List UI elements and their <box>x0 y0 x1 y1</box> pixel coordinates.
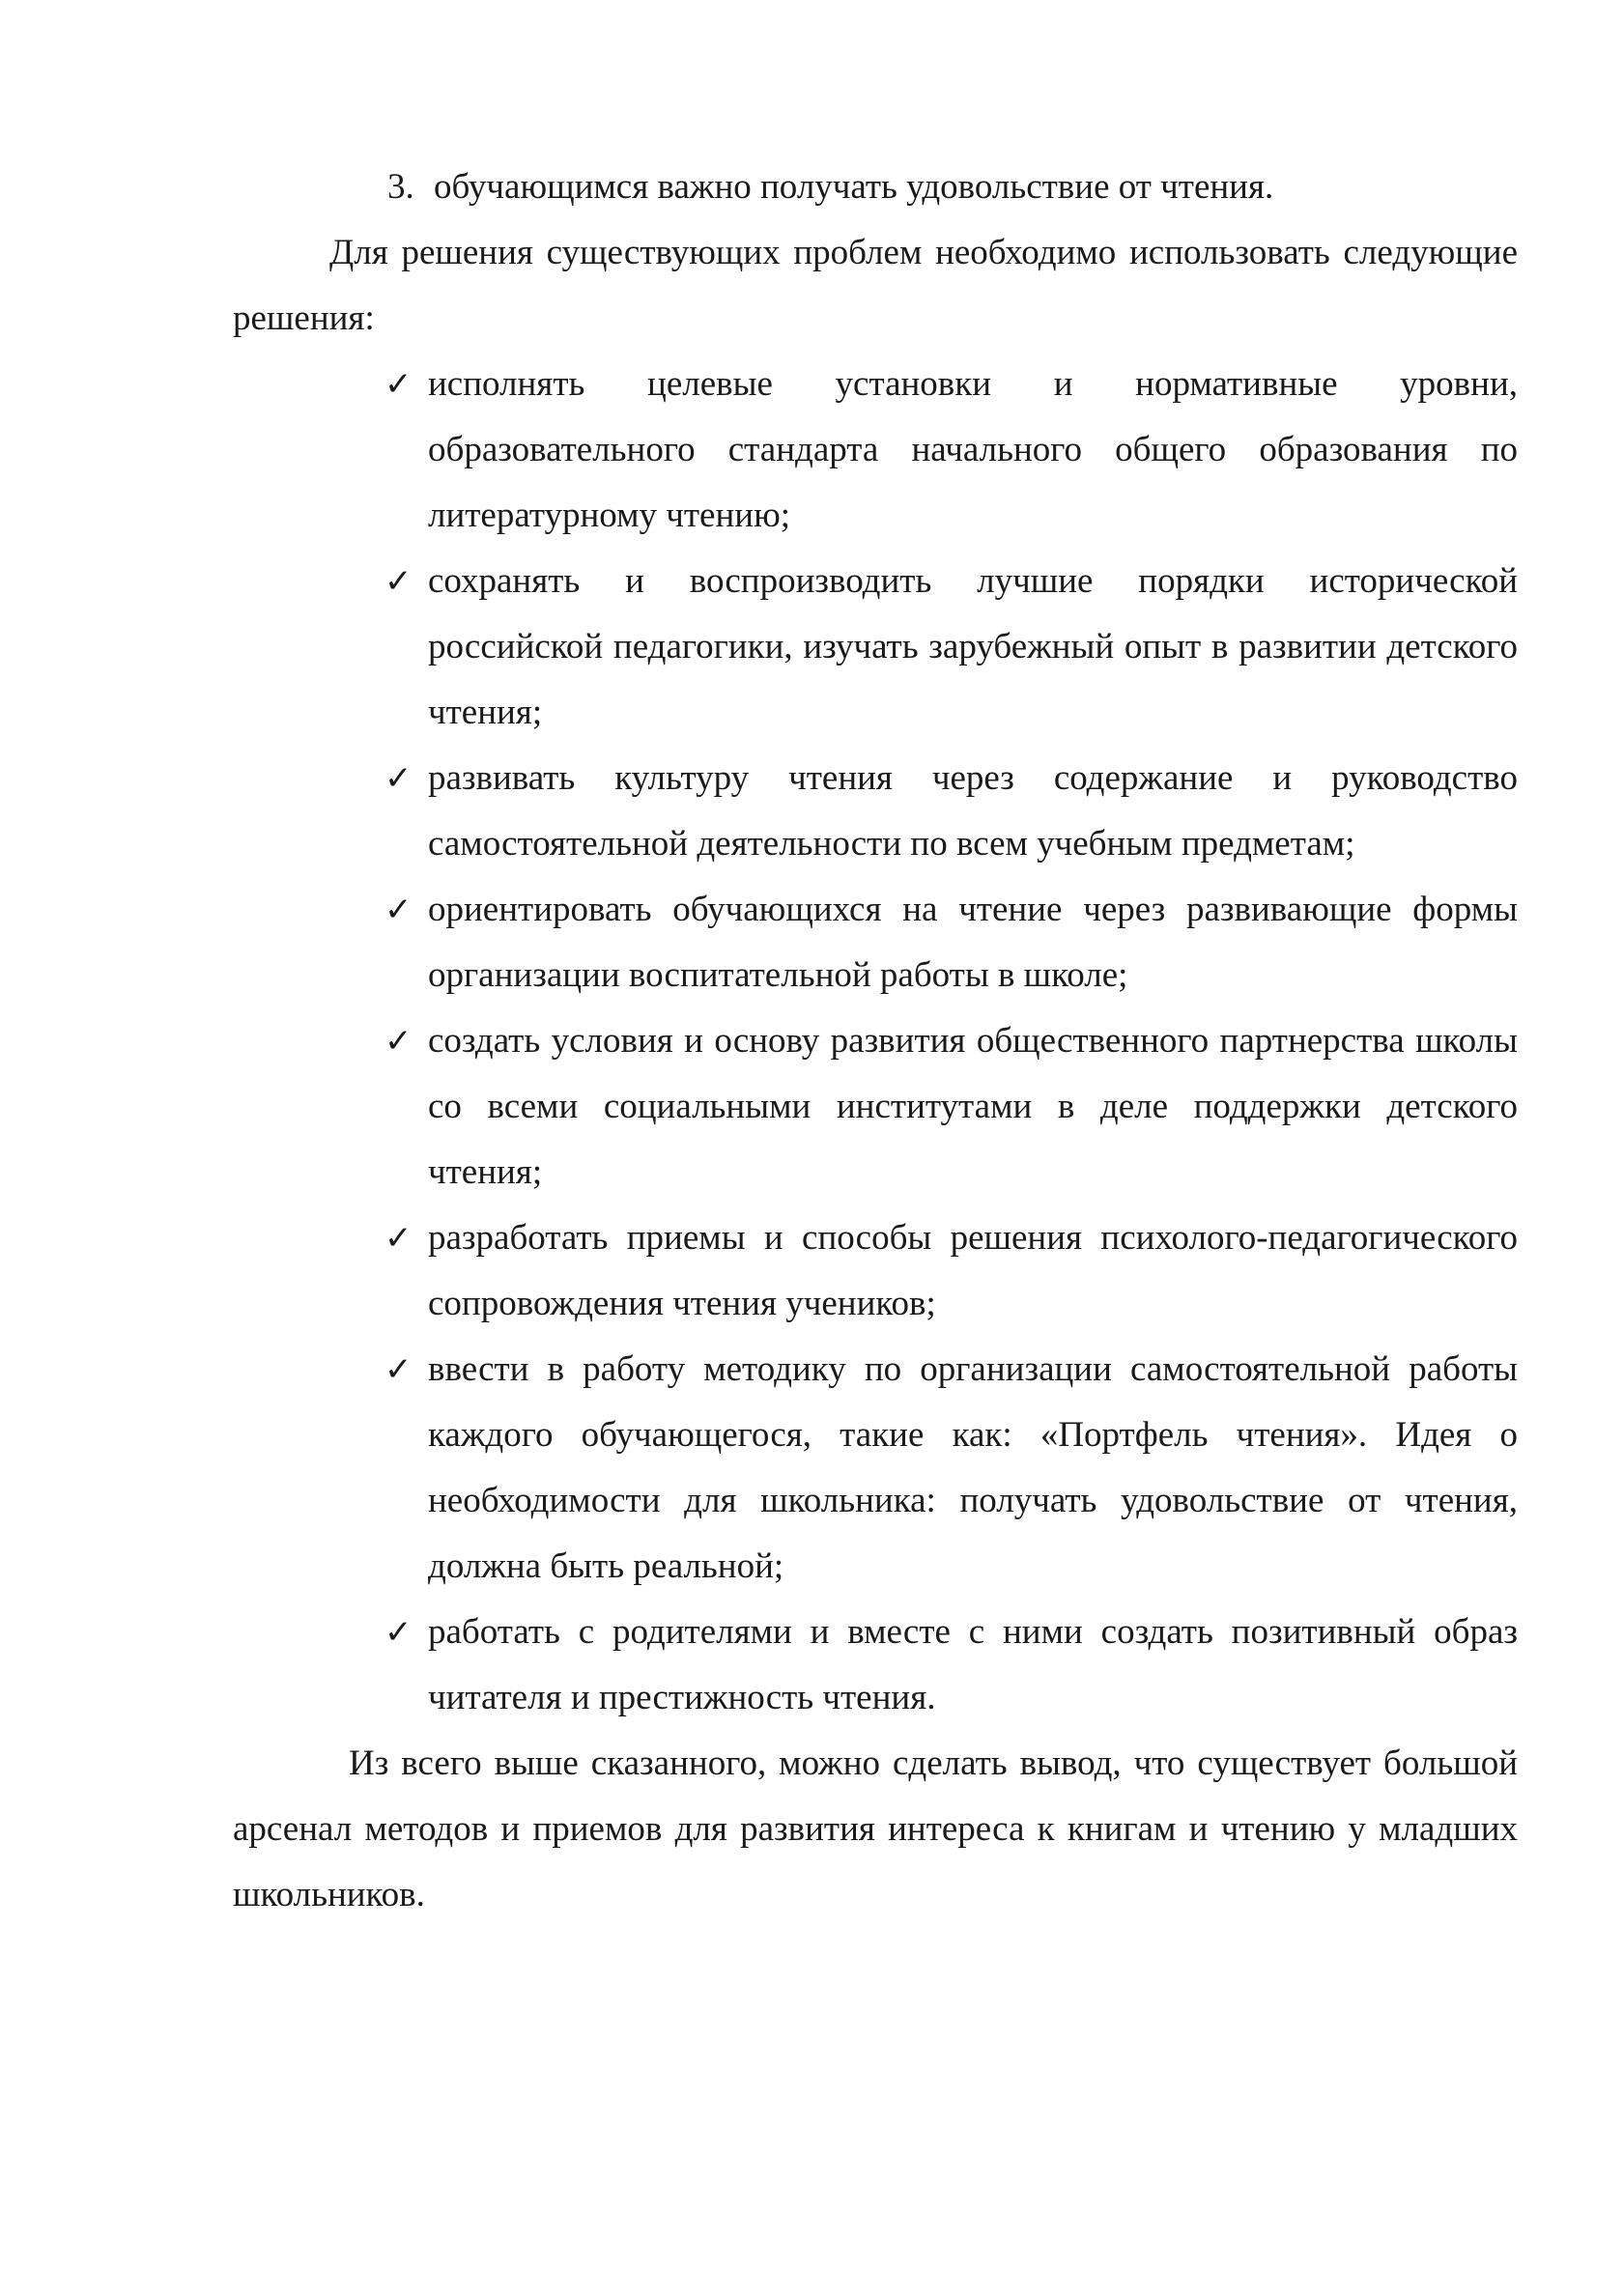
checkmark-icon: ✓ <box>384 1350 413 1389</box>
checklist-item <box>233 549 1518 746</box>
checklist-item <box>233 1205 1518 1337</box>
checkmark-icon: ✓ <box>384 365 413 404</box>
list-item-text: обучающимся важно получать удовольствие от чтения. <box>434 167 1274 207</box>
document-page <box>233 155 1518 1928</box>
checkmark-icon: ✓ <box>384 1022 413 1061</box>
checklist-item-text: исполнять целевые установки и нормативные уровни, образовательного стандарта начального общего образования по литературному чтению; <box>428 364 1518 535</box>
checklist-item-text: создать условия и основу развития общественного партнерства школы со всеми социальными институтами в деле поддержки детского чтения; <box>428 1021 1518 1192</box>
checklist-item <box>233 1600 1518 1731</box>
numbered-list-item <box>233 155 1518 220</box>
checklist-item <box>233 352 1518 549</box>
checklist-item-text: развивать культуру чтения через содержание и руководство самостоятельной деятельности по всем учебным предметам; <box>428 758 1518 864</box>
checklist-item <box>233 877 1518 1008</box>
checklist-item-text: разработать приемы и способы решения психолого-педагогического сопровождения чтения учеников; <box>428 1218 1518 1323</box>
checklist-item-text: сохранять и воспроизводить лучшие порядки исторической российской педагогики, изучать зарубежный опыт в развитии детского чтения; <box>428 561 1518 732</box>
checkmark-icon: ✓ <box>384 1219 413 1258</box>
checklist-item <box>233 1337 1518 1600</box>
checkmark-icon: ✓ <box>384 891 413 929</box>
checklist-item <box>233 746 1518 877</box>
checklist-item-text: ориентировать обучающихся на чтение через развивающие формы организации воспитательной работы в школе; <box>428 890 1518 995</box>
intro-paragraph: Для решения существующих проблем необходимо использовать следующие решения: <box>233 233 1518 338</box>
checklist-item <box>233 1008 1518 1205</box>
checkmark-icon: ✓ <box>384 562 413 601</box>
checklist-item-text: ввести в работу методику по организации самостоятельной работы каждого обучающегося, такие как: «Портфель чтения». Идея о необходимости для школьника: получать удовольствие от чтения, должна быть реальной; <box>428 1349 1518 1586</box>
conclusion-paragraph: Из всего выше сказанного, можно сделать вывод, что существует большой арсенал методов и приемов для развития интереса к книгам и чтению у младших школьников. <box>233 1743 1518 1914</box>
checklist-item-text: работать с родителями и вместе с ними создать позитивный образ читателя и престижность чтения. <box>428 1612 1518 1717</box>
list-number: 3. <box>387 167 414 207</box>
solutions-checklist <box>233 352 1518 1731</box>
checkmark-icon: ✓ <box>384 759 413 798</box>
checkmark-icon: ✓ <box>384 1613 413 1652</box>
